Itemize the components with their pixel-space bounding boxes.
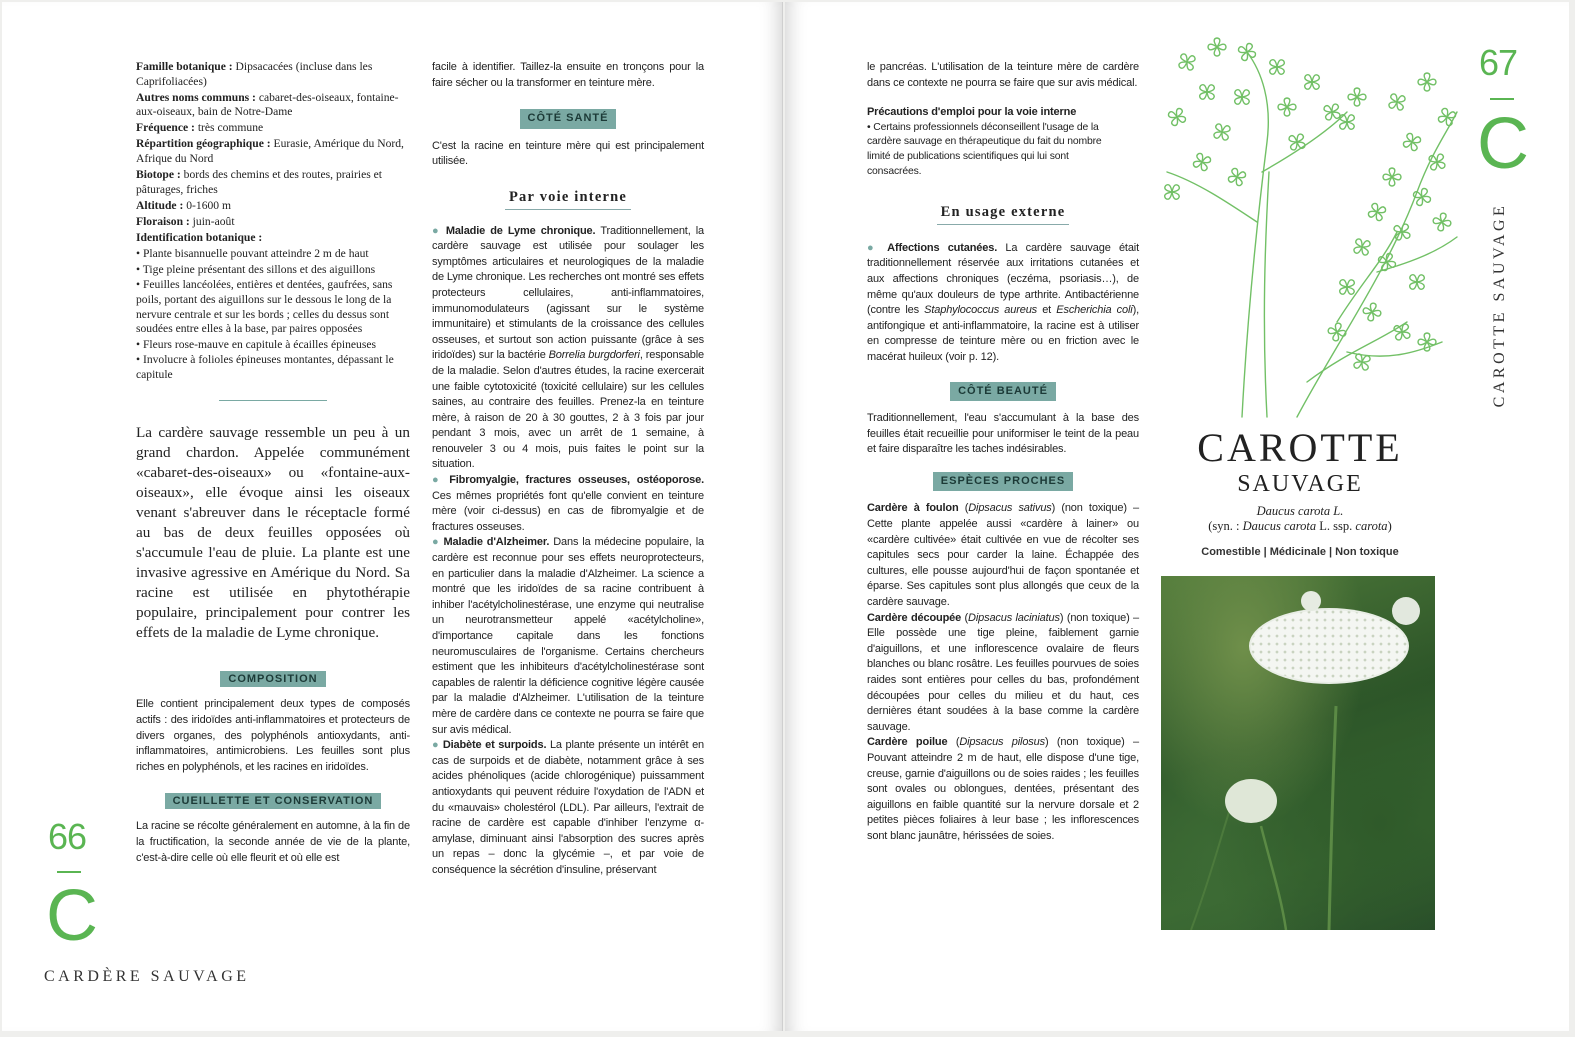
id-bullet: • Plante bisannuelle pouvant atteindre 2 m de haut xyxy=(136,247,369,261)
precautions-text: • Certains professionnels déconseillent l'usage de la cardère sauvage en thérapeutique du fait du nombre limité de publications scientifiques qui lui sont consacrées. xyxy=(867,121,1102,177)
composition-badge: COMPOSITION xyxy=(220,671,325,687)
bullet-dot-icon: ● xyxy=(432,474,443,487)
carrot-sketch-illustration xyxy=(1147,22,1477,422)
sante-text: C'est la racine en teinture mère qui est principalement utilisée. xyxy=(432,139,704,168)
diabete-title: Diabète et surpoids. xyxy=(442,739,547,752)
lyme-title: Maladie de Lyme chronique. xyxy=(445,224,596,237)
cueillette-badge: CUEILLETTE ET CONSERVATION xyxy=(165,793,382,809)
species-2: Cardère découpée (Dipsacus laciniatus) (non toxique) – Elle possède une tige pleine, faiblement garnie d'aiguillons, et une inflorescence ovalaire de fleurs blanches ou blanc rosâtre. Les feuilles pourvues de soies raides sont entières pour celles du bas, profondément découpées pour celles du milieu et du haut, ces dernières étant soudées à la base comme la cardère sauvage. xyxy=(867,611,1139,733)
right-page xyxy=(785,2,1569,1031)
id-line: Identification botanique : xyxy=(136,231,263,245)
col1-intro: le pancréas. L'utilisation de la teinture mère de cardère dans ce contexte ne pourra se faire que sur avis médical. xyxy=(867,61,1139,89)
precautions-title: Précautions d'emploi pour la voie interne xyxy=(867,106,1077,119)
id-line: Biotope : bords des chemins et des routes, prairies et pâturages, friches xyxy=(136,168,382,196)
id-line: Autres noms communs : cabaret-des-oiseaux, fontaine-aux-oiseaux, bain de Notre-Dame xyxy=(136,90,399,119)
fibro-title: Fibromyalgie, fractures osseuses, ostéoporose. xyxy=(449,474,704,487)
voie-interne-heading: Par voie interne xyxy=(505,190,631,210)
species-1: Cardère à foulon (Dipsacus sativus) (non toxique) – Cette plante appelée aussi «cardère à lainer» ou «cardère cultivée» était cultivée en vue de récolter ses capitules secs pour carder la laine. Échappée des cultures, elle pousse aujourd'hui de façon spontanée et éparse. Ses capitules sont plus allongés que ceux de la cardère sauvage. xyxy=(867,502,1139,609)
synonym: (syn. : Daucus carota L. ssp. carota) xyxy=(1208,519,1392,533)
identification-block xyxy=(136,60,410,246)
botanical-identification-list xyxy=(136,247,410,382)
section-letter: C xyxy=(1477,104,1529,184)
species-3: Cardère poilue (Dipsacus pilosus) (non toxique) – Pouvant atteindre 2 m de haut, elle dispose d'une tige, creuse, garnie d'aiguillons ou de soies raides ; les feuilles sont ovales ou oblongues, dentées, présentant des aiguillons en faible quantité sur la nervure dorsale et 2 petites pièces foliaires à leur base ; les inflorescences sont blanc jaunâtre, hérissées de soies. xyxy=(867,736,1140,842)
divider xyxy=(219,400,327,401)
beaute-badge: CÔTÉ BEAUTÉ xyxy=(950,382,1056,402)
affections-title: Affections cutanées. xyxy=(887,241,998,254)
left-page xyxy=(2,2,783,1031)
section-letter: C xyxy=(46,876,98,956)
carrot-flower-photo xyxy=(1161,576,1435,930)
id-line: Altitude : 0-1600 m xyxy=(136,198,232,212)
bullet-dot-icon: ● xyxy=(432,536,440,549)
id-bullet: • Fleurs rose-mauve en capitule à écailles épineuses xyxy=(136,337,377,351)
id-bullet: • Feuilles lancéolées, entières et dentées, gaufrées, sans poils, portant des aiguillons sur le dessous le long de la nervure centrale et sur les bords ; celles du dessus sont soudées entre elles à la base, par paires opposées xyxy=(136,278,393,336)
vertical-plant-name: CAROTTE SAUVAGE xyxy=(1491,202,1508,408)
diabete-paragraph: ● Diabète et surpoids. La plante présente un intérêt en cas de surpoids et de diabète, notamment grâce à ses acides phénoliques (acide chlorogénique) puissamment antioxydants qui peuvent réduire l'oxydation de l'ADN et du «mauvais» cholestérol (LDL). Par ailleurs, l'extrait de racine de cardère est capable d'inhiber l'enzyme α-amylase, diminuant ainsi l'absorption des sucres après un repas – donc la glycémie –, et par voie de conséquence la sécrétion d'insuline, préservant xyxy=(432,739,705,876)
letter-divider xyxy=(57,871,81,873)
page-number-66: 66 xyxy=(48,816,87,857)
left-column-2 xyxy=(432,60,704,879)
especes-badge: ESPÈCES PROCHES xyxy=(933,472,1073,492)
col2-intro: facile à identifier. Taillez-la ensuite en tronçons pour la faire sécher ou la transformer en teinture mère. xyxy=(432,61,704,89)
id-bullet: • Tige pleine présentant des sillons et des aiguillons xyxy=(136,262,376,276)
title-main: CAROTTE xyxy=(1197,425,1403,470)
fibro-paragraph: ● Fibromyalgie, fractures osseuses, ostéoporose. Ces mêmes propriétés font qu'elle convient en teinture mère (voir ci-dessus) en cas de fibromyalgie et de fractures osseuses. xyxy=(432,474,704,533)
cueillette-text: La racine se récolte généralement en automne, à la fin de la fructification, la seconde année de vie de la plante, c'est-à-dire celle où elle fleurit et où elle est xyxy=(136,820,410,864)
tags: Comestible | Médicinale | Non toxique xyxy=(1201,546,1399,558)
left-column-1 xyxy=(136,60,410,866)
composition-text: Elle contient principalement deux types de composés actifs : des iridoïdes anti-inflammatoires et protecteurs de divers organes, des polyphénols antioxydants, anti-inflammatoires, antimicrobiens. Les feuilles sont plus riches en polyphénols, et les racines en iridoïdes. xyxy=(136,698,410,773)
usage-externe-heading: En usage externe xyxy=(937,205,1070,225)
title-block xyxy=(1183,426,1417,558)
bullet-dot-icon: ● xyxy=(867,241,879,254)
page-plant-name: CARDÈRE SAUVAGE xyxy=(44,968,250,985)
id-line: Répartition géographique : Eurasie, Amérique du Nord, Afrique du Nord xyxy=(136,137,404,166)
intro-paragraph: La cardère sauvage ressemble un peu à un grand chardon. Appelée communément «cabaret-des-oiseaux» ou «fontaine-aux-oiseaux», elle évoque ainsi les oiseaux venant s'abreuver dans le réceptacle formé au bas de deux feuilles opposées où s'accumule l'eau de pluie. La plante est une invasive agressive en Amérique du Nord. Sa racine est utilisée en phytothérapie populaire, principalement pour contrer les effets de la maladie de Lyme chronique. xyxy=(136,424,410,642)
right-column-1 xyxy=(867,60,1139,845)
alzheimer-title: Maladie d'Alzheimer. xyxy=(443,536,550,549)
sante-badge: CÔTÉ SANTÉ xyxy=(520,109,617,129)
lyme-paragraph: ● Maladie de Lyme chronique. Traditionnellement, la cardère sauvage est utilisée pour soulager les symptômes articulaires et neurologiques de la maladie de Lyme chronique. Les recherches ont montré ses effets protecteurs cellulaires, anti-inflammatoires, immunomodulateurs (agissant sur le système immunitaire) et stimulants de la croissance des cellules osseuses, et surtout son action puissante (grâce à ses iridoïdes) sur la bactérie Borrelia burgdorferi, responsable de la maladie. Selon d'autres études, la racine exercerait une faible cytotoxicité (toxicité cellulaire) sur les cellules saines, au contraire des feuilles. Prenez-la en teinture mère, à raison de 20 à 30 gouttes, 2 à 3 fois par jour pendant 3 mois, avec un arrêt de 1 semaine, à renouveler 3 ou 4 mois, puis faites le point sur la situation. xyxy=(432,224,704,471)
id-line: Fréquence : très commune xyxy=(136,121,264,135)
latin-name: Daucus carota L. xyxy=(1256,504,1344,518)
id-line: Floraison : juin-août xyxy=(136,214,235,228)
alzheimer-paragraph: ● Maladie d'Alzheimer. Dans la médecine populaire, la cardère est reconnue pour ses effets neuroprotecteurs, en particulier dans la maladie d'Alzheimer. La science a montré que les iridoïdes de sa racine contribuent à inhiber l'acétylcholinestérase, une enzyme qui neutralise un neurotransmetteur appelé «acétylcholine», d'importance capitale dans les fonctions neuromusculaires de l'organisme. Certains chercheurs estiment que les inhibiteurs d'acétylcholinestérase sont capables de ralentir la déficience cognitive légère causée par la maladie d'Alzheimer. L'utilisation de la teinture mère de cardère dans ce contexte ne pourra se faire que sur avis médical. xyxy=(432,536,704,736)
beaute-text: Traditionnellement, l'eau s'accumulant à la base des feuilles était recueillie pour uniformiser le teint de la peau et faire disparaître les taches indésirables. xyxy=(867,412,1139,456)
bullet-dot-icon: ● xyxy=(432,739,440,752)
page-number-67: 67 xyxy=(1479,42,1518,83)
bullet-dot-icon: ● xyxy=(432,224,441,237)
id-line: Famille botanique : Dipsacacées (incluse dans les Caprifoliacées) xyxy=(136,60,373,88)
letter-divider xyxy=(1490,98,1514,100)
id-bullet: • Involucre à folioles épineuses montantes, dépassant le capitule xyxy=(136,353,394,381)
affections-paragraph: ● Affections cutanées. La cardère sauvage était traditionnellement réservée aux irritations cutanées et aux affections chroniques (eczéma, psoriasis…), de même qu'aux douleurs de type arthrite. Antibactérienne (contre les Staphylococcus aureus et Escherichia coli), antifongique et anti-inflammatoire, la racine est à utiliser en compresse de teinture mère ou en friction avec le macérat huileux (voir p. 12). xyxy=(867,241,1140,363)
title-sub: SAUVAGE xyxy=(1237,471,1363,497)
